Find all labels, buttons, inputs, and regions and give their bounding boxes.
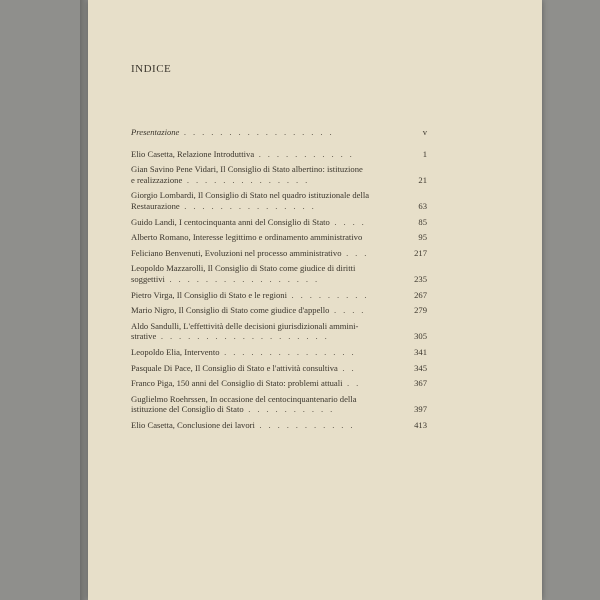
toc-page-number: 95 bbox=[418, 232, 427, 243]
toc-entry bbox=[131, 217, 427, 228]
dot-leader: . . . . . . . . . . . . . . . bbox=[219, 346, 356, 357]
toc-entry-text: Mario Nigro, Il Consiglio di Stato come giudice d'appello bbox=[131, 305, 330, 316]
toc-entry-text: Elio Casetta, Conclusione dei lavori bbox=[131, 419, 255, 430]
toc-entry bbox=[131, 347, 427, 358]
toc-entry-line bbox=[131, 149, 407, 160]
index-title: INDICE bbox=[131, 63, 172, 75]
toc-entry-text: Alberto Romano, Interesse legittimo e ordinamento amministrativo bbox=[131, 232, 363, 243]
toc-page-number: 345 bbox=[414, 362, 427, 373]
toc-entry-text: soggettivi bbox=[131, 273, 165, 284]
toc-page-number: 217 bbox=[414, 247, 427, 258]
toc-entry bbox=[131, 363, 427, 374]
toc-page-number: 341 bbox=[414, 346, 427, 357]
toc-entry-text: Giorgio Lombardi, Il Consiglio di Stato nel quadro istituzionale della bbox=[131, 190, 370, 201]
toc-entry bbox=[131, 394, 427, 415]
toc-entry bbox=[131, 378, 427, 389]
toc-entry-text: Presentazione bbox=[131, 127, 180, 137]
toc-page-number: 21 bbox=[418, 174, 427, 185]
toc-entry-text: Leopoldo Elia, Intervento bbox=[131, 346, 220, 357]
toc-entry-line bbox=[131, 190, 407, 201]
toc-entry-line bbox=[131, 263, 407, 274]
toc-entry-line bbox=[131, 404, 407, 415]
table-of-contents bbox=[131, 127, 427, 435]
toc-page-number: 235 bbox=[414, 273, 427, 284]
dot-leader: . . . . . . . . . . . . . . . . . bbox=[179, 127, 335, 137]
dot-leader: . . . . bbox=[329, 216, 367, 227]
dot-leader: . . . . . . . . . . . . . . bbox=[182, 174, 310, 185]
toc-entry bbox=[131, 232, 427, 243]
toc-entry-line bbox=[131, 127, 407, 138]
toc-entry-text: Guido Landi, I centocinquanta anni del Consiglio di Stato bbox=[131, 216, 330, 227]
toc-page-number: 63 bbox=[418, 200, 427, 211]
toc-entry bbox=[131, 190, 427, 211]
toc-entry-line bbox=[131, 321, 407, 332]
toc-entry-text: Leopoldo Mazzarolli, Il Consiglio di Stato come giudice di diritti bbox=[131, 263, 356, 274]
toc-entry-text: strative bbox=[131, 331, 157, 342]
toc-entry-line bbox=[131, 394, 407, 405]
toc-entry bbox=[131, 420, 427, 431]
dot-leader: . . . . . . . . . . . . . . . . . bbox=[164, 273, 320, 284]
dot-leader: . . . bbox=[341, 247, 369, 258]
toc-entry-line bbox=[131, 175, 407, 186]
toc-entry-text: Pasquale Di Pace, Il Consiglio di Stato e l'attività consultiva bbox=[131, 362, 338, 373]
toc-entry-line bbox=[131, 164, 407, 175]
toc-entry bbox=[131, 164, 427, 185]
toc-entry-text: Franco Piga, 150 anni del Consiglio di Stato: problemi attuali bbox=[131, 378, 343, 389]
toc-entry-text: Gian Savino Pene Vidari, Il Consiglio di Stato albertino: istituzione bbox=[131, 164, 363, 175]
toc-entry-line bbox=[131, 274, 407, 285]
toc-entry-text: Elio Casetta, Relazione Introduttiva bbox=[131, 148, 255, 159]
toc-entry-line bbox=[131, 232, 407, 243]
dot-leader: . . . . . . . . . . . bbox=[254, 419, 355, 430]
toc-entry-line bbox=[131, 290, 407, 301]
dot-leader: . . . . . . . . . . . . . . . . . . . bbox=[156, 331, 330, 342]
toc-entry-line bbox=[131, 420, 407, 431]
dot-leader: . . bbox=[342, 378, 361, 389]
dot-leader: . . . . bbox=[329, 305, 366, 316]
toc-entry-line bbox=[131, 305, 407, 316]
toc-entry bbox=[131, 290, 427, 301]
toc-entry-line bbox=[131, 347, 407, 358]
toc-entry-line bbox=[131, 331, 407, 342]
toc-page-number: 267 bbox=[414, 289, 427, 300]
toc-entry bbox=[131, 263, 427, 284]
page-shadow bbox=[80, 0, 88, 600]
dot-leader: . . . . . . . . . bbox=[287, 289, 369, 300]
toc-page-number: 413 bbox=[414, 419, 427, 430]
dot-leader: . . . . . . . . . . . bbox=[254, 148, 355, 159]
toc-entry-text: istituzione del Consiglio di Stato bbox=[131, 404, 244, 415]
toc-entry bbox=[131, 305, 427, 316]
dot-leader: . . . . . . . . . . . . . . . bbox=[179, 200, 317, 211]
toc-entry-text: e realizzazione bbox=[131, 174, 183, 185]
dot-leader: . . bbox=[337, 362, 357, 373]
toc-entry-text: Pietro Virga, Il Consiglio di Stato e le regioni bbox=[131, 289, 287, 300]
toc-page-number: 367 bbox=[414, 378, 427, 389]
toc-page-number: 305 bbox=[414, 331, 427, 342]
toc-entry-text: Feliciano Benvenuti, Evoluzioni nel processo amministrativo bbox=[131, 247, 342, 258]
toc-page-number: 85 bbox=[418, 216, 427, 227]
toc-entry bbox=[131, 321, 427, 342]
dot-leader: . . . . . . . . . . bbox=[243, 404, 335, 415]
toc-entry-line bbox=[131, 201, 407, 212]
toc-entry bbox=[131, 127, 427, 138]
toc-page-number: v bbox=[422, 127, 427, 137]
toc-page-number: 397 bbox=[414, 404, 427, 415]
toc-entry bbox=[131, 149, 427, 160]
toc-page-number: 279 bbox=[414, 305, 427, 316]
toc-entry-line bbox=[131, 363, 407, 374]
toc-entry-text: Guglielmo Roehrssen, In occasione del centocinquantenario della bbox=[131, 393, 357, 404]
toc-entry-text: Aldo Sandulli, L'effettività delle decisioni giurisdizionali ammini- bbox=[131, 320, 359, 331]
toc-entry-line bbox=[131, 378, 407, 389]
toc-page-number: 1 bbox=[422, 148, 427, 159]
toc-entry-text: Restaurazione bbox=[131, 200, 180, 211]
toc-entry-line bbox=[131, 217, 407, 228]
toc-entry bbox=[131, 248, 427, 259]
toc-entry-line bbox=[131, 248, 407, 259]
